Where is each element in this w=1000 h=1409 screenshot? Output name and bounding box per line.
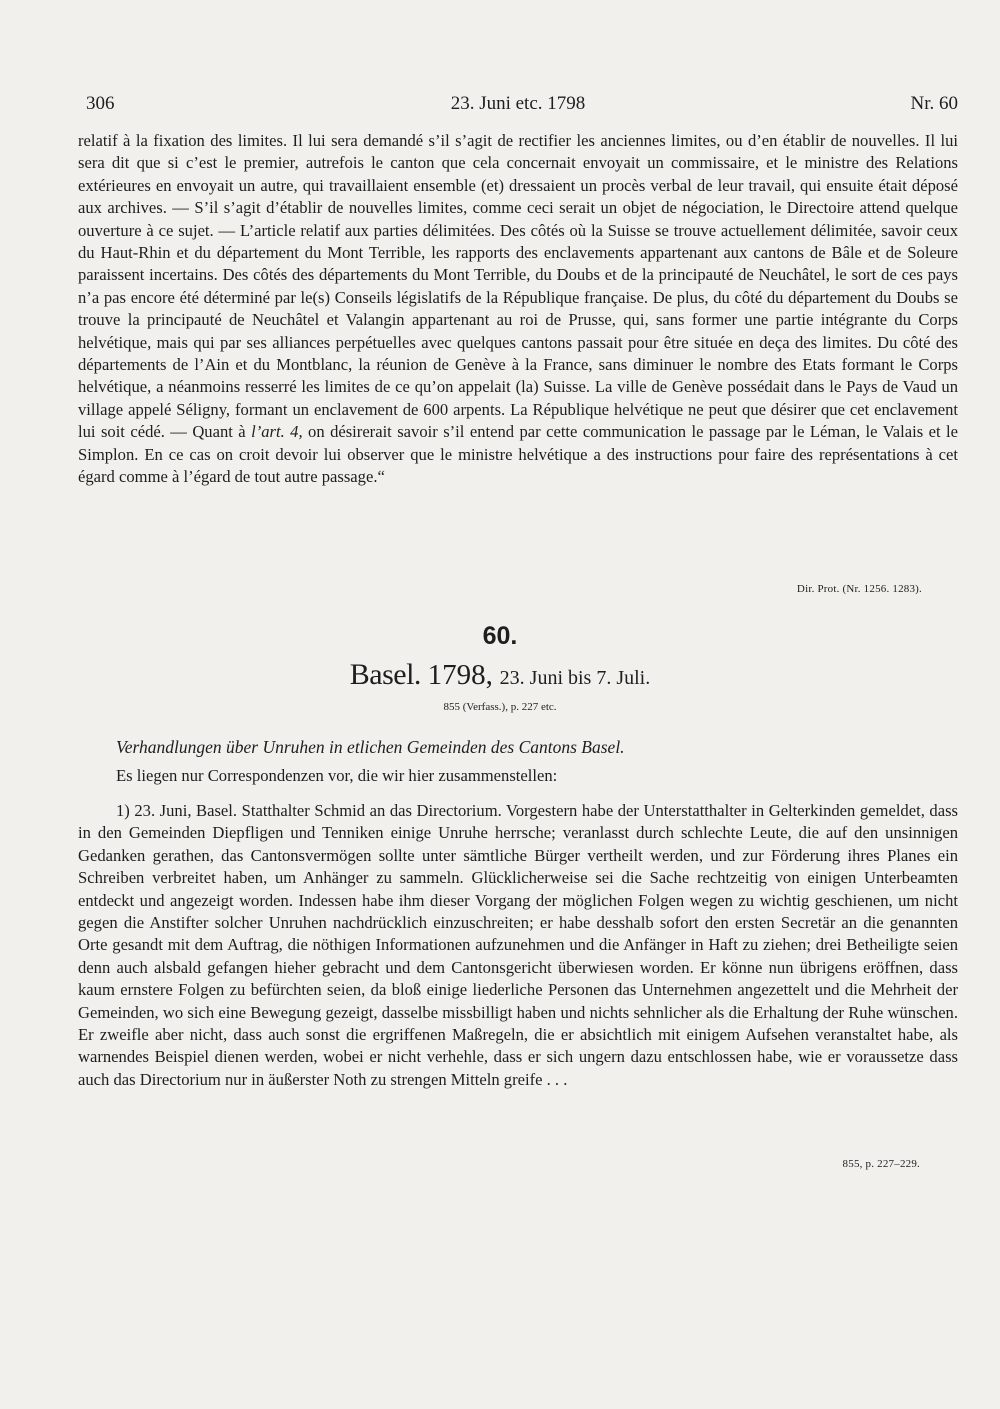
section-number: 60. [482,622,518,650]
document-number: Nr. 60 [910,93,958,114]
section-reference: 855, p. 227–229. [842,1158,920,1170]
section-subject: Verhandlungen über Unruhen in etlichen Gemeinden des Cantons Basel. [116,737,625,757]
continuation-text-after: on désirerait savoir s’il entend par cette communication le passage par le Léman, le Valais et le Simplon. En ce cas on croit devoir lui observer que le ministre helvétique a des instructions pour faire des représentations à cet égard comme à l’égard de tout autre passage.“ [78,422,959,487]
continuation-text: relatif à la fixation des limites. Il lui sera demandé s’il s’agit de rectifier les anciennes limites, ou d’en établir de nouvelles. Il lui sera dit que si c’est le premier, autrefois le canton que cela concernait envoyait un commissaire, et le ministre des Relations extérieures en envoyait un autre, qui travaillaient ensemble (et) dressaient un procès verbal de leur travail, qui ensuite était déposé aux archives. — S’il s’agit d’établir de nouvelles limites, comme ceci serait un objet de négociation, le Directoire attend quelque ouverture à ce sujet. — L’article relatif aux parties délimitées. Des côtés où la Suisse se trouve actuellement délimitée, savoir ceux du Haut-Rhin et du département du Mont Terrible, les rapports des enclavements appartenant aux cantons de Bâle et de Soleure paraissent incertains. Des côtés des départements du Mont Terrible, du Doubs et de la principauté de Neuchâtel, le sort de ces pays n’a pas encore été déterminé par le(s) Conseils législatifs de la République française. De plus, du côté du département du Doubs se trouve la principauté de Neuchâtel et Valangin appartenant au roi de Prusse, qui, sans former une partie intégrante du Corps helvétique, mais qui par ses alliances perpétuelles avec quelques cantons passait pour être située en deça des limites. Du côté des départements de l’Ain et du Montblanc, la réunion de Genève à la France, sans diminuer le nombre des Etats formant le Corps helvétique, a néanmoins resserré les limites de ce qu’on appelait (la) Suisse. La ville de Genève possédait dans le Pays de Vaud un village appelé Séligny, formant un enclavement de 600 arpents. La République helvétique ne peut que désirer que cet enclavement lui soit cédé. — Quant à [78,131,958,442]
section-intro: Es liegen nur Correspondenzen vor, die wir hier zusammenstellen: [116,766,558,785]
running-title: 23. Juni etc. 1798 [450,93,586,114]
body-paragraph: 1) 23. Juni, Basel. Statthalter Schmid an das Directorium. Vorgestern habe der Unterstatthalter in Gelterkinden gemeldet, dass in den Gemeinden Diepfligen und Tenniken einige Unruhe herrsche; veranlasst durch schlechte Leute, die auf den unsinnigen Gedanken gerathen, das Cantonsvermögen sollte unter sämtliche Bürger vertheilt werden, und zur Förderung ihres Planes ein Schreiben verbreitet haben, um Anhänger zu sammeln. Glücklicherweise sei die Sache rechtzeitig von einigen Unterbeamten entdeckt und angezeigt worden. Indessen habe ihm dieser Vorgang der möglichen Folgen wegen zu wichtig geschienen, um nicht gegen die Anstifter solcher Unruhen nachdrücklich einzuschreiten; er habe desshalb sofort den ersten Secretär an die genannten Orte gesandt mit dem Auftrag, die nöthigen Informationen aufzunehmen und die Anfänger in Haft zu ziehen; drei Betheiligte seien denn auch alsbald gefangen hieher gebracht und dem Cantonsgericht überwiesen worden. Er könne nun übrigens eröffnen, dass kaum ernstere Folgen zu befürchten seien, da bloß einige liederliche Personen das Unternehmen angezettelt und die Mehrheit der Gemeinden, wo sich eine Bewegung gezeigt, dasselbe missbilligt haben und nichts sehnlicher als die Erhaltung der Ruhe wünschen. Er zweifle aber nicht, dass auch sonst die ergriffenen Maßregeln, die er absichtlich mit einigem Aufsehen veranstaltet habe, als warnendes Beispiel dienen werden, wobei er nicht verhehle, dass er sich ungern dazu entschlossen habe, wie er voraussetze dass auch das Directorium nur in äußerster Noth zu strengen Mitteln greife . . . [78,801,958,1089]
section-heading [0,658,1000,692]
page-number: 306 [86,93,115,114]
section-body [78,800,958,1091]
section-place: Basel. [349,658,421,691]
section-year: 1798, [427,659,493,691]
continuation-italic: l’art. 4, [251,422,303,442]
section-source: 855 (Verfass.), p. 227 etc. [443,701,557,713]
continuation-paragraph [78,130,958,489]
page-header [78,93,958,119]
section-dates: 23. Juni bis 7. Juli. [499,667,651,689]
continuation-reference: Dir. Prot. (Nr. 1256. 1283). [796,583,922,595]
